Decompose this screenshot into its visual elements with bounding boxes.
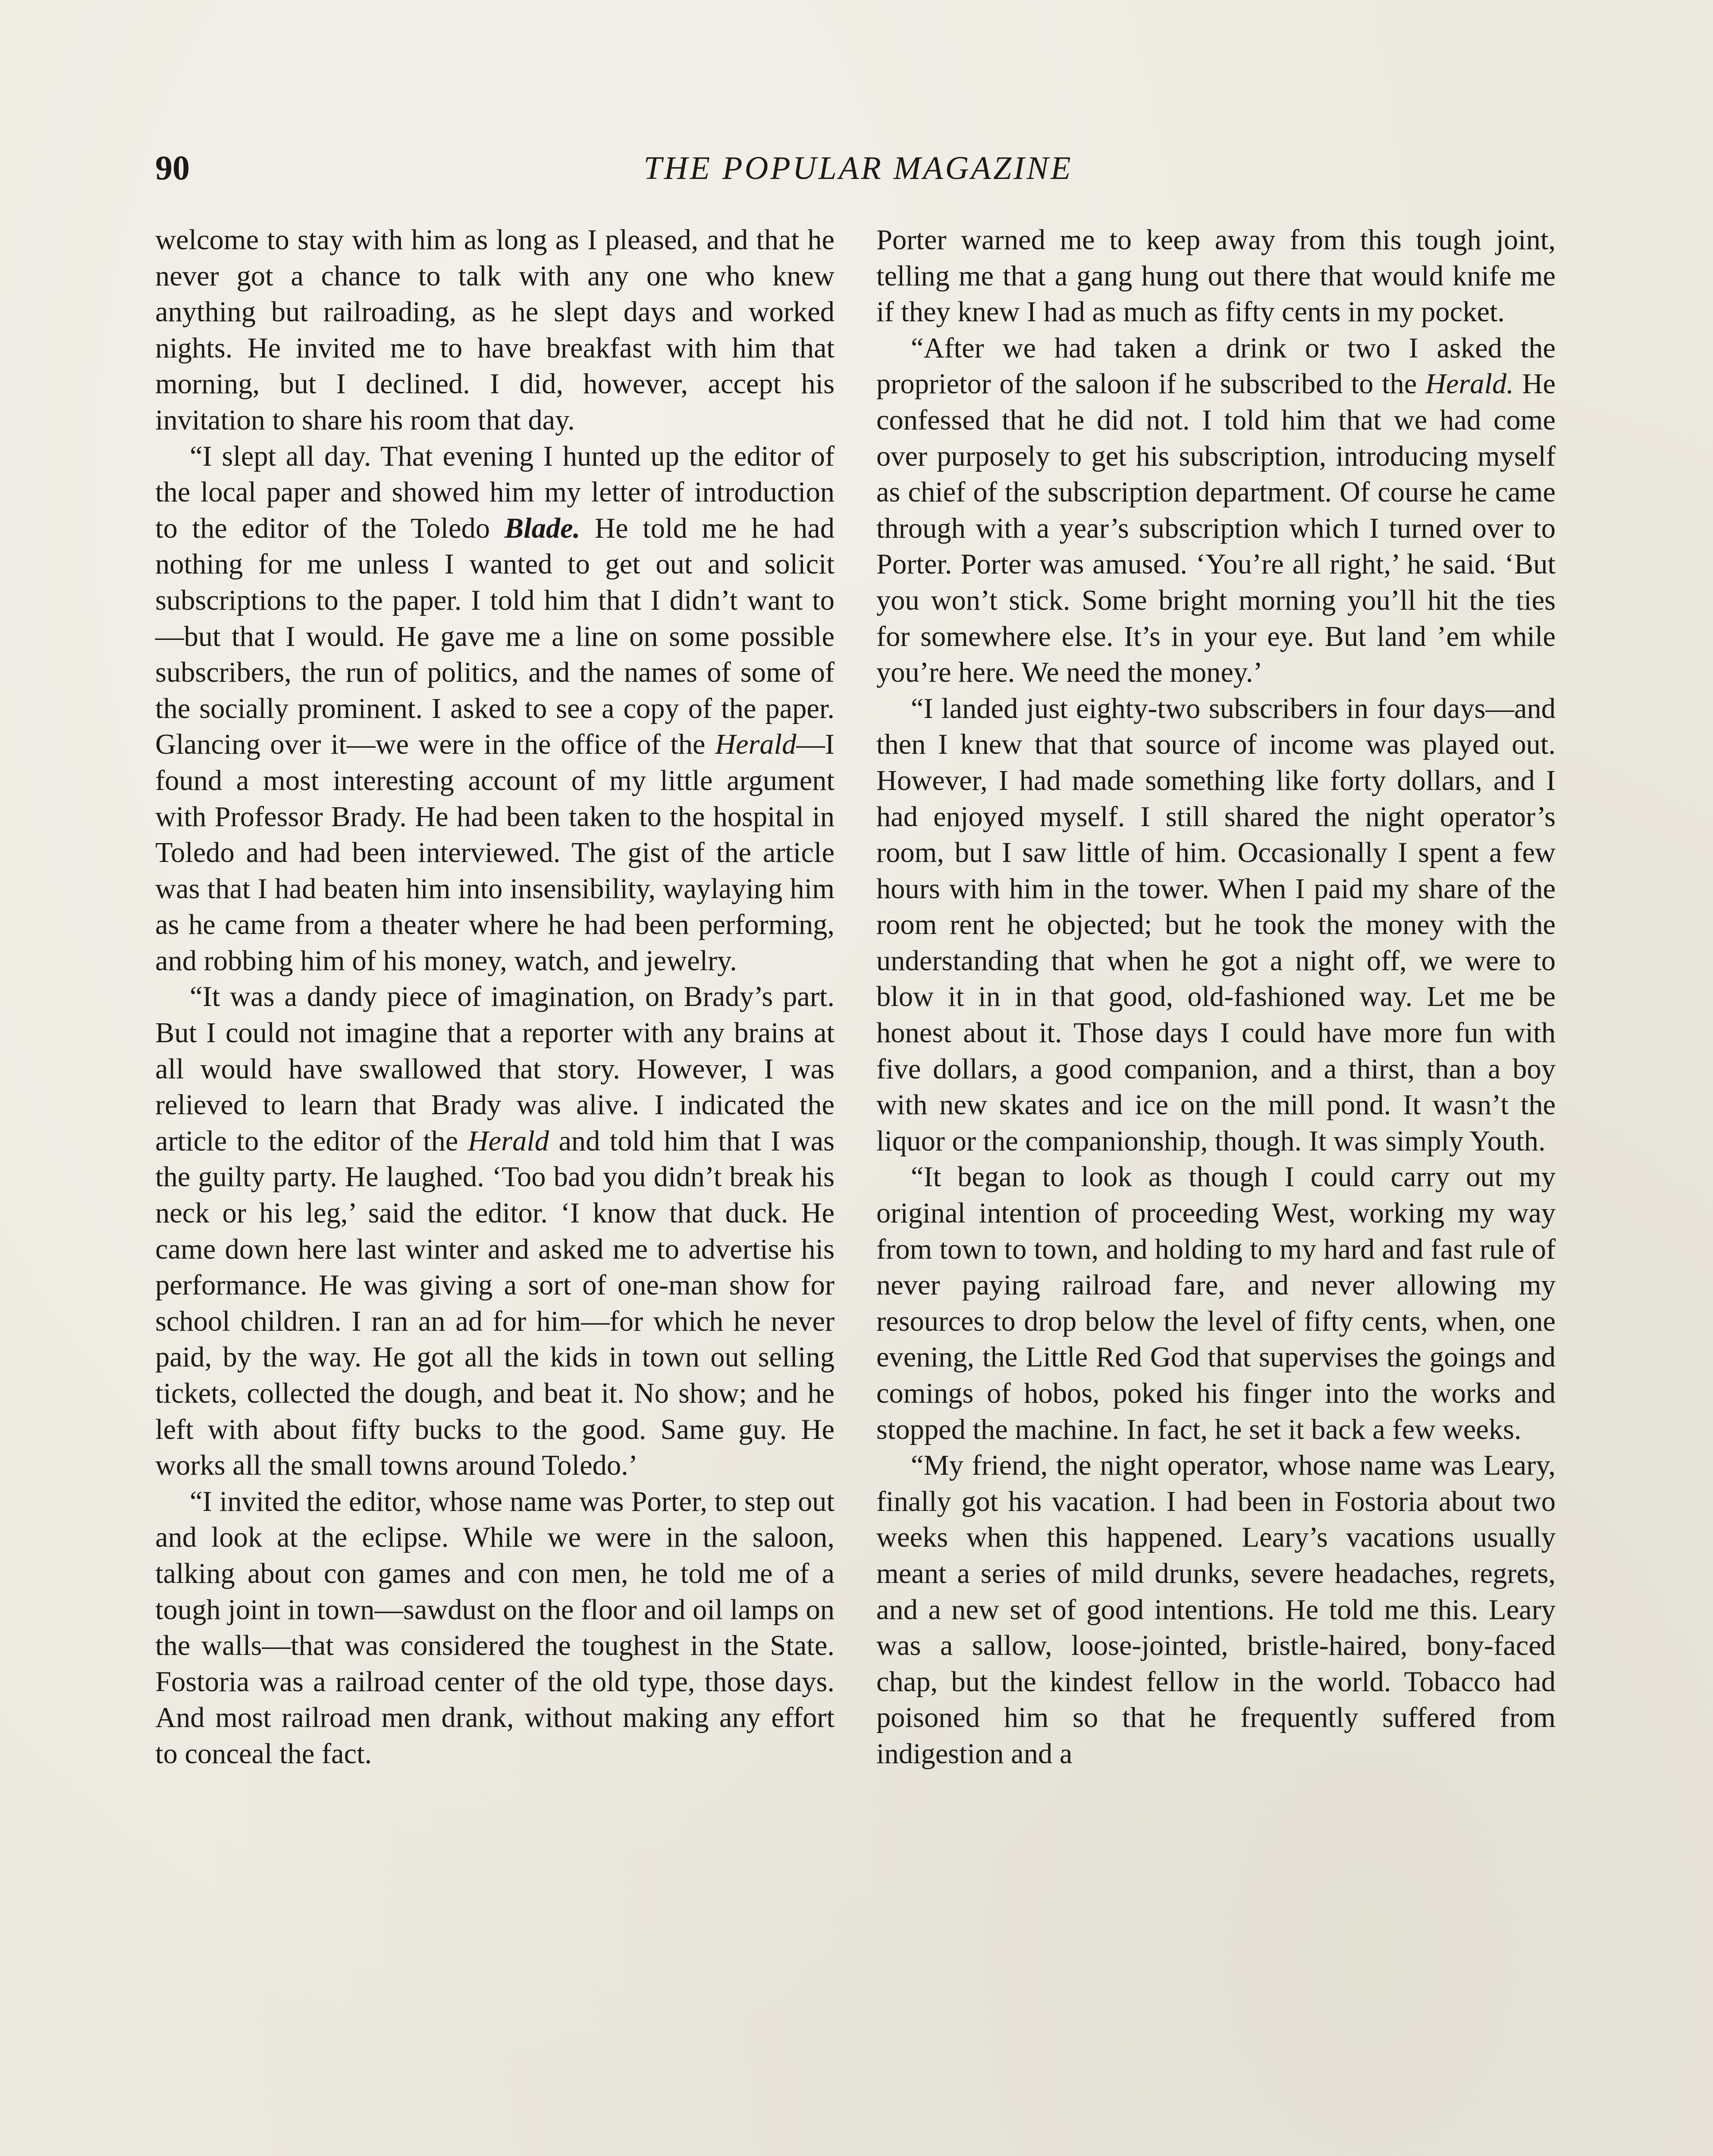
paragraph [876,330,1556,691]
paragraph [155,979,835,1483]
paragraph: “I invited the editor, whose name was Porter, to step out and look at the eclipse. While we were in the saloon, talking about con games and con men, he told me of a tough joint in town—sawdust on the floor and oil lamps on the walls—that was considered the toughest in the State. Fostoria was a railroad center of the old type, those days. And most railroad men drank, without making any effort to conceal the fact. [155,1485,835,1770]
paragraph: “I landed just eighty-two subscribers in four days—and then I knew that that source of income was played out. However, I had made something like forty dollars, and I had enjoyed myself. I still shared the night operator’s room, but I saw little of him. Occasionally I spent a few hours with him in the tower. When I paid my share of the room rent he objected; but he took the money with the understanding that when he got a night off, we were to blow it in in that good, old-fashioned way. Let me be honest about it. Those days I could have more fun with five dollars, a good companion, and a thirst, than a boy with new skates and ice on the mill pond. It wasn’t the liquor or the companionship, though. It was simply Youth. [876,693,1556,1157]
text-run: He told me he had nothing for me unless I wanted to get out and solicit subscriptions to the paper. I told him that I didn’t want to—but that I would. He gave me a line on some possible subscribers, the run of politics, and the names of some of the socially prominent. I asked to see a copy of the paper. Glancing over it—we were in the office of the [155,512,835,761]
paragraph: welcome to stay with him as long as I pleased, and that he never got a chance to talk with any one who knew anything but railroading, as he slept days and worked nights. He invited me to have breakfast with him that morning, but I declined. I did, however, accept his invitation to share his room that day. [155,224,835,436]
paragraph [155,439,835,979]
italic-title: Herald. [1425,368,1514,400]
text-run: “I slept all day. That evening I hunted up the editor of the local paper and showed him my letter of introduction to the editor of the Toledo [155,440,835,544]
italic-title: Herald [467,1125,549,1157]
text-run: and told him that I was the guilty party. He laughed. ‘Too bad you didn’t break his neck or his leg,’ said the editor. ‘I know that duck. He came down here last winter and asked me to advertise his performance. He was giving a sort of one-man show for school children. I ran an ad for him—for which he never paid, by the way. He got all the kids in town out selling tickets, collected the dough, and beat it. No show; and he left with about fifty bucks to the good. Same guy. He works all the small towns around Toledo.’ [155,1125,835,1482]
left-column [155,222,835,1772]
italic-title: Blade. [504,512,580,544]
paragraph: Porter warned me to keep away from this tough joint, telling me that a gang hung out there that would knife me if they knew I had as much as fifty cents in my pocket. [876,224,1556,328]
right-column [876,222,1556,1772]
text-run: He confessed that he did not. I told him that we had come over purposely to get his subscription, introducing myself as chief of the subscription department. Of course he came through with a year’s subscription which I turned over to Porter. Porter was amused. ‘You’re all right,’ he said. ‘But you won’t stick. Some bright morning you’ll hit the ties for somewhere else. It’s in your eye. But land ’em while you’re here. We need the money.’ [876,368,1556,689]
text-run: “It was a dandy piece of imagination, on Brady’s part. But I could not imagine that a reporter with any brains at all would have swallowed that story. However, I was relieved to learn that Brady was alive. I indicated the article to the editor of the [155,981,835,1157]
paragraph: “My friend, the night operator, whose name was Leary, finally got his vacation. I had been in Fostoria about two weeks when this happened. Leary’s vacations usually meant a series of mild drunks, severe headaches, regrets, and a new set of good intentions. He told me this. Leary was a sallow, loose-jointed, bristle-haired, bony-faced chap, but the kindest fellow in the world. Tobacco had poisoned him so that he frequently suffered from indigestion and a [876,1450,1556,1770]
text-run: —I found a most interesting account of my little argument with Professor Brady. He had been taken to the hospital in Toledo and had been interviewed. The gist of the article was that I had beaten him into insensibility, waylaying him as he came from a theater where he had been performing, and robbing him of his money, watch, and jewelry. [155,729,835,977]
paragraph: “It began to look as though I could carry out my original intention of proceeding West, working my way from town to town, and holding to my hard and fast rule of never paying railroad fare, and never allowing my resources to drop below the level of fifty cents, when, one evening, the Little Red God that supervises the goings and comings of hobos, poked his finger into the works and stopped the machine. In fact, he set it back a few weeks. [876,1161,1556,1445]
running-head [155,142,1561,194]
text-run: “After we had taken a drink or two I asked the proprietor of the saloon if he subscribed to the [876,332,1556,400]
magazine-title: THE POPULAR MAGAZINE [643,150,1073,186]
italic-title: Herald [715,729,797,761]
page-number: 90 [155,149,190,187]
